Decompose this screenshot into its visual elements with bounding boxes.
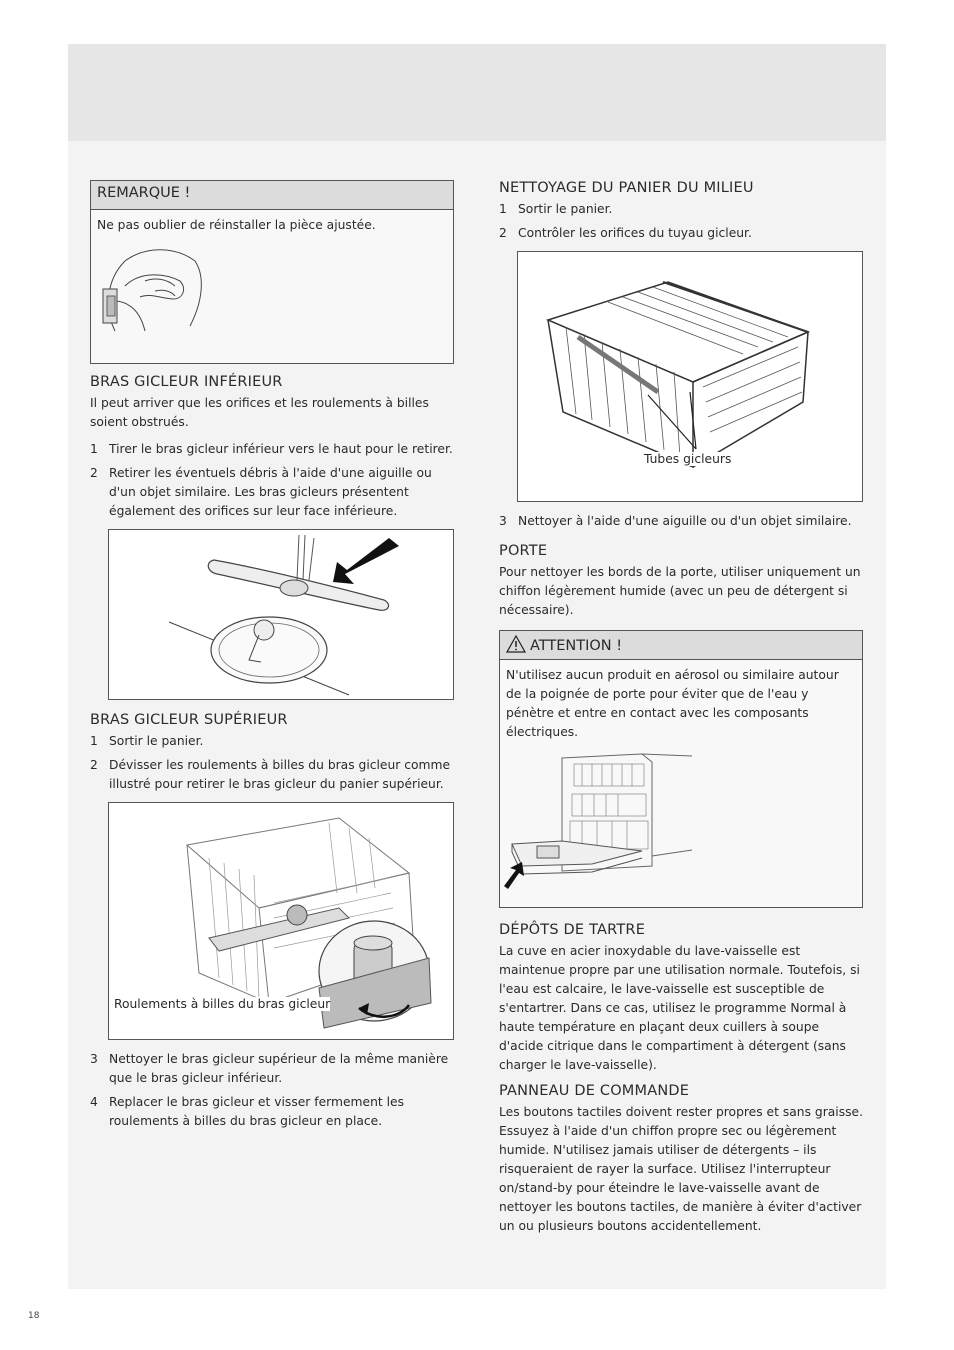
attention-box <box>499 630 863 908</box>
remarque-box <box>90 180 454 364</box>
door-illustration <box>502 746 702 896</box>
list-item: 4 Replacer le bras gicleur et visser fermement les roulements à billes du bras gicleur en place. <box>90 1095 404 1128</box>
middle-basket-figure <box>517 251 863 502</box>
lower-spray-arm-figure <box>108 529 454 700</box>
panier-milieu-steps-a <box>499 200 863 243</box>
remarque-text: Ne pas oublier de réinstaller la pièce ajustée. <box>97 218 376 232</box>
list-item: 2 Dévisser les roulements à billes du bras gicleur comme illustré pour retirer le bras gicleur du panier supérieur. <box>90 758 451 791</box>
list-item: 3 Nettoyer le bras gicleur supérieur de la même manière que le bras gicleur inférieur. <box>90 1052 449 1085</box>
attention-header <box>500 631 862 660</box>
panier-milieu-steps-b <box>499 512 863 531</box>
depots-text: La cuve en acier inoxydable du lave-vaisselle est maintenue propre par une utilisation normale. Toutefois, si l'eau est calcaire, le lave-vaisselle est susceptible de s'entartrer. Dans ce cas, utilisez le programme Normal à haute température en plaçant deux cuillers à soupe d'acide citrique dans le compartiment à détergent (sans charger le lave-vaisselle). <box>499 944 860 1072</box>
bras-inferieur-title: BRAS GICLEUR INFÉRIEUR <box>90 374 283 390</box>
warning-icon <box>506 635 526 653</box>
upper-arm-bearing-label: Roulements à billes du bras gicleur <box>114 997 331 1011</box>
spray-tubes-label: Tubes gicleurs <box>644 452 732 466</box>
panier-milieu-title: NETTOYAGE DU PANIER DU MILIEU <box>499 180 754 196</box>
list-item: 1 Sortir le panier. <box>499 202 613 216</box>
depots-title: DÉPÔTS DE TARTRE <box>499 922 646 938</box>
list-item: 2 Retirer les éventuels débris à l'aide d'une aiguille ou d'un objet similaire. Les bras gicleurs présentent également des orifices sur leur face inférieure. <box>90 466 432 518</box>
bras-superieur-steps-b <box>90 1050 454 1131</box>
upper-spray-arm-figure <box>108 802 454 1040</box>
panneau-text: Les boutons tactiles doivent rester propres et sans graisse. Essuyez à l'aide d'un chiffon propre sec ou légèrement humide. N'utilisez jamais utiliser de détergents – ils risqueraient de rayer la surface. Utilisez l'interrupteur on/stand-by pour éteindre le lave-vaisselle avant de nettoyer les boutons tactiles, de manière à éviter d'activer un ou plusieurs boutons accidentellement. <box>499 1105 864 1233</box>
bras-superieur-steps-a <box>90 732 454 794</box>
list-item: 2 Contrôler les orifices du tuyau gicleur. <box>499 226 752 240</box>
list-item: 1 Tirer le bras gicleur inférieur vers le haut pour le retirer. <box>90 442 453 456</box>
page-number: 18 <box>28 1311 40 1321</box>
bras-inferieur-steps <box>90 440 454 521</box>
left-column <box>90 180 454 1139</box>
list-item: 1 Sortir le panier. <box>90 734 204 748</box>
list-item: 3 Nettoyer à l'aide d'une aiguille ou d'un objet similaire. <box>499 514 852 528</box>
header-band <box>68 44 886 141</box>
porte-text: Pour nettoyer les bords de la porte, utiliser uniquement un chiffon légèrement humide (avec un peu de détergent si nécessaire). <box>499 565 861 617</box>
bras-inferieur-intro: Il peut arriver que les orifices et les roulements à billes soient obstrués. <box>90 396 429 429</box>
attention-text: N'utilisez aucun produit en aérosol ou similaire autour de la poignée de porte pour éviter que de l'eau y pénètre et entre en contact avec les composants électriques. <box>506 668 839 739</box>
finger-part-illustration <box>95 241 215 351</box>
bras-superieur-title: BRAS GICLEUR SUPÉRIEUR <box>90 712 288 728</box>
attention-title: ATTENTION ! <box>530 638 623 654</box>
porte-title: PORTE <box>499 543 548 559</box>
panneau-title: PANNEAU DE COMMANDE <box>499 1083 690 1099</box>
remarque-title: REMARQUE ! <box>91 181 453 210</box>
right-column <box>499 180 863 1244</box>
